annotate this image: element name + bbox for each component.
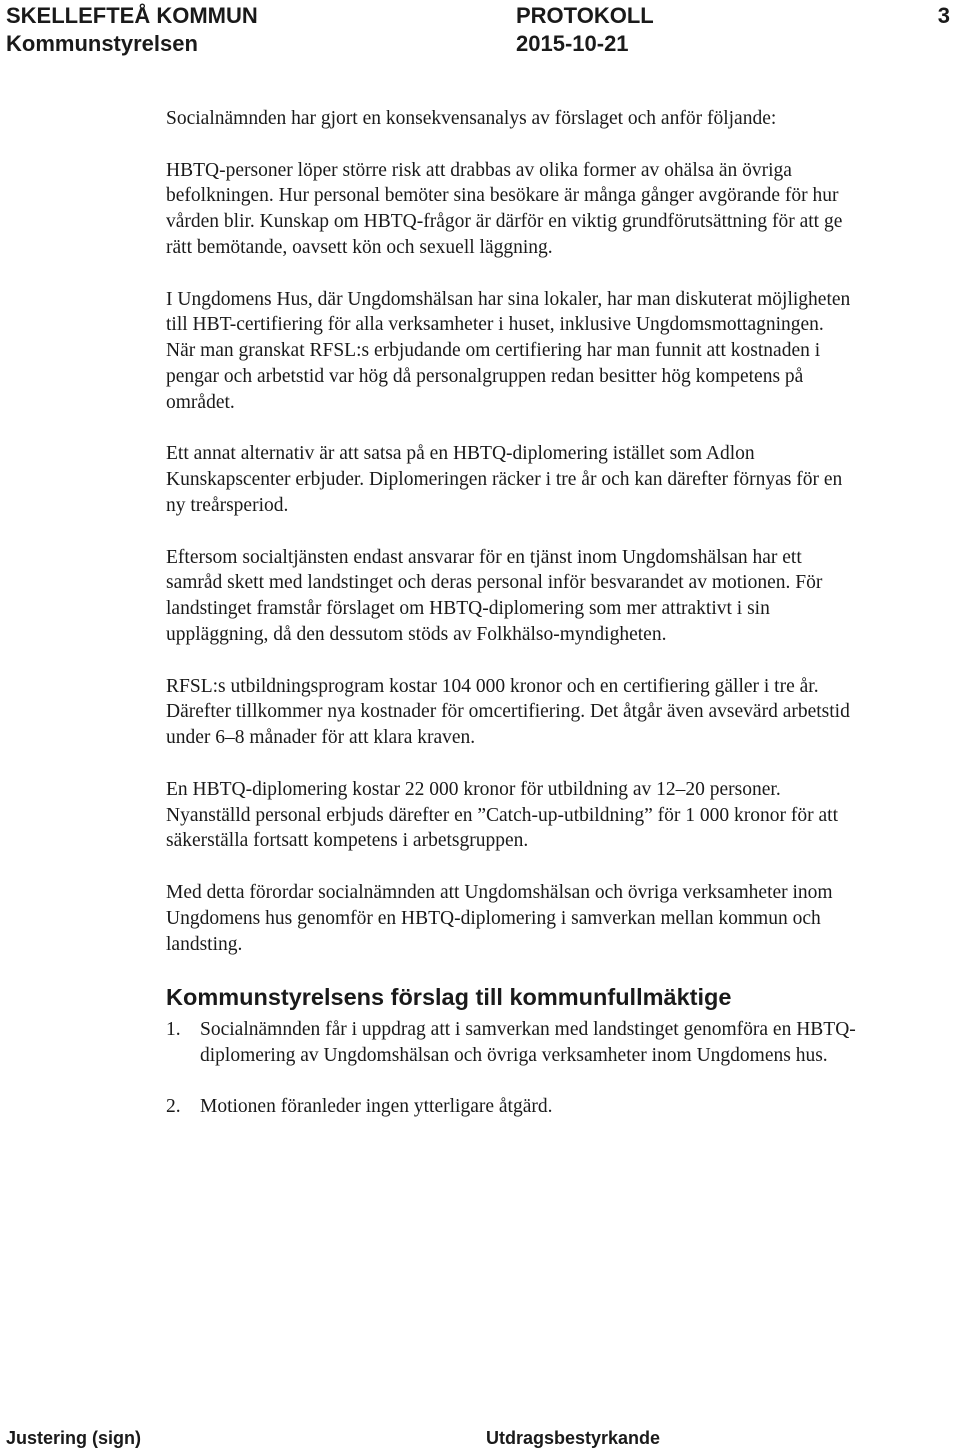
proposal-number: 2.	[166, 1096, 181, 1118]
proposal-item	[166, 1094, 856, 1120]
document-type: PROTOKOLL	[516, 3, 654, 28]
justering-label: Justering (sign)	[6, 1428, 142, 1448]
paragraph: En HBTQ-diplomering kostar 22 000 kronor för utbildning av 12–20 personer. Nyanställd personal erbjuds därefter en ”Catch-up-utbildning” för 1 000 kronor för att säkerställa fortsatt kompetens i arbetsgruppen.	[166, 778, 838, 852]
proposal-list	[166, 1017, 856, 1120]
paragraph: HBTQ-personer löper större risk att drabbas av olika former av ohälsa än övriga befolkningen. Hur personal bemöter sina besökare är många gånger avgörande för hur vården blir. Kunskap om HBTQ-frågor är därför en viktig grundförutsättning för att ge rätt bemötande, oavsett kön och sexuell läggning.	[166, 159, 843, 258]
proposal-number: 1.	[166, 1019, 181, 1041]
document-body	[166, 106, 856, 1146]
document-date: 2015-10-21	[516, 31, 629, 56]
organization-name: SKELLEFTEÅ KOMMUN	[6, 3, 258, 28]
paragraph: Socialnämnden har gjort en konsekvensanalys av förslaget och anför följande:	[166, 108, 777, 129]
proposal-text: Motionen föranleder ingen ytterligare åtgärd.	[200, 1096, 553, 1118]
page-header	[6, 2, 950, 58]
paragraph: Med detta förordar socialnämnden att Ungdomshälsan och övriga verksamheter inom Ungdomens hus genomför en HBTQ-diplomering i samverkan mellan kommun och landsting.	[166, 881, 833, 955]
paragraph: I Ungdomens Hus, där Ungdomshälsan har sina lokaler, har man diskuterat möjligheten till HBT-certifiering för alla verksamheter i huset, inklusive Ungdomsmottagningen. När man granskat RFSL:s erbjudande om certifiering har man funnit att kostnaden i pengar och arbetstid var hög då personalgruppen redan besitter hög kompetens på området.	[166, 288, 851, 413]
header-row-top	[6, 2, 950, 30]
utdrag-label: Utdragsbestyrkande	[486, 1428, 661, 1448]
section-heading: Kommunstyrelsens förslag till kommunfullmäktige	[166, 984, 732, 1011]
paragraph: Eftersom socialtjänsten endast ansvarar för en tjänst inom Ungdomshälsan har ett samråd skett med landstinget och deras personal inför besvarandet av motionen. För landstinget framstår förslaget om HBTQ-diplomering som mer attraktivt i sin uppläggning, då den dessutom stöds av Folkhälso-myndigheten.	[166, 546, 823, 645]
header-row-bottom	[6, 30, 950, 58]
page-number: 3	[937, 3, 950, 28]
page-footer	[6, 1426, 950, 1450]
paragraph: Ett annat alternativ är att satsa på en HBTQ-diplomering istället som Adlon Kunskapscenter erbjuder. Diplomeringen räcker i tre år och kan därefter förnyas för en ny treårsperiod.	[166, 443, 843, 516]
body-name: Kommunstyrelsen	[6, 31, 198, 56]
paragraph: RFSL:s utbildningsprogram kostar 104 000 kronor och en certifiering gäller i tre år. Därefter tillkommer nya kostnader för omcertifiering. Det åtgår även avsevärd arbetstid under 6–8 månader för att klara kraven.	[166, 675, 850, 749]
proposal-item	[166, 1017, 856, 1069]
proposal-text: Socialnämnden får i uppdrag att i samverkan med landstinget genomföra en HBTQ-diplomering av Ungdomshälsan och övriga verksamheter inom Ungdomens hus.	[200, 1019, 856, 1066]
